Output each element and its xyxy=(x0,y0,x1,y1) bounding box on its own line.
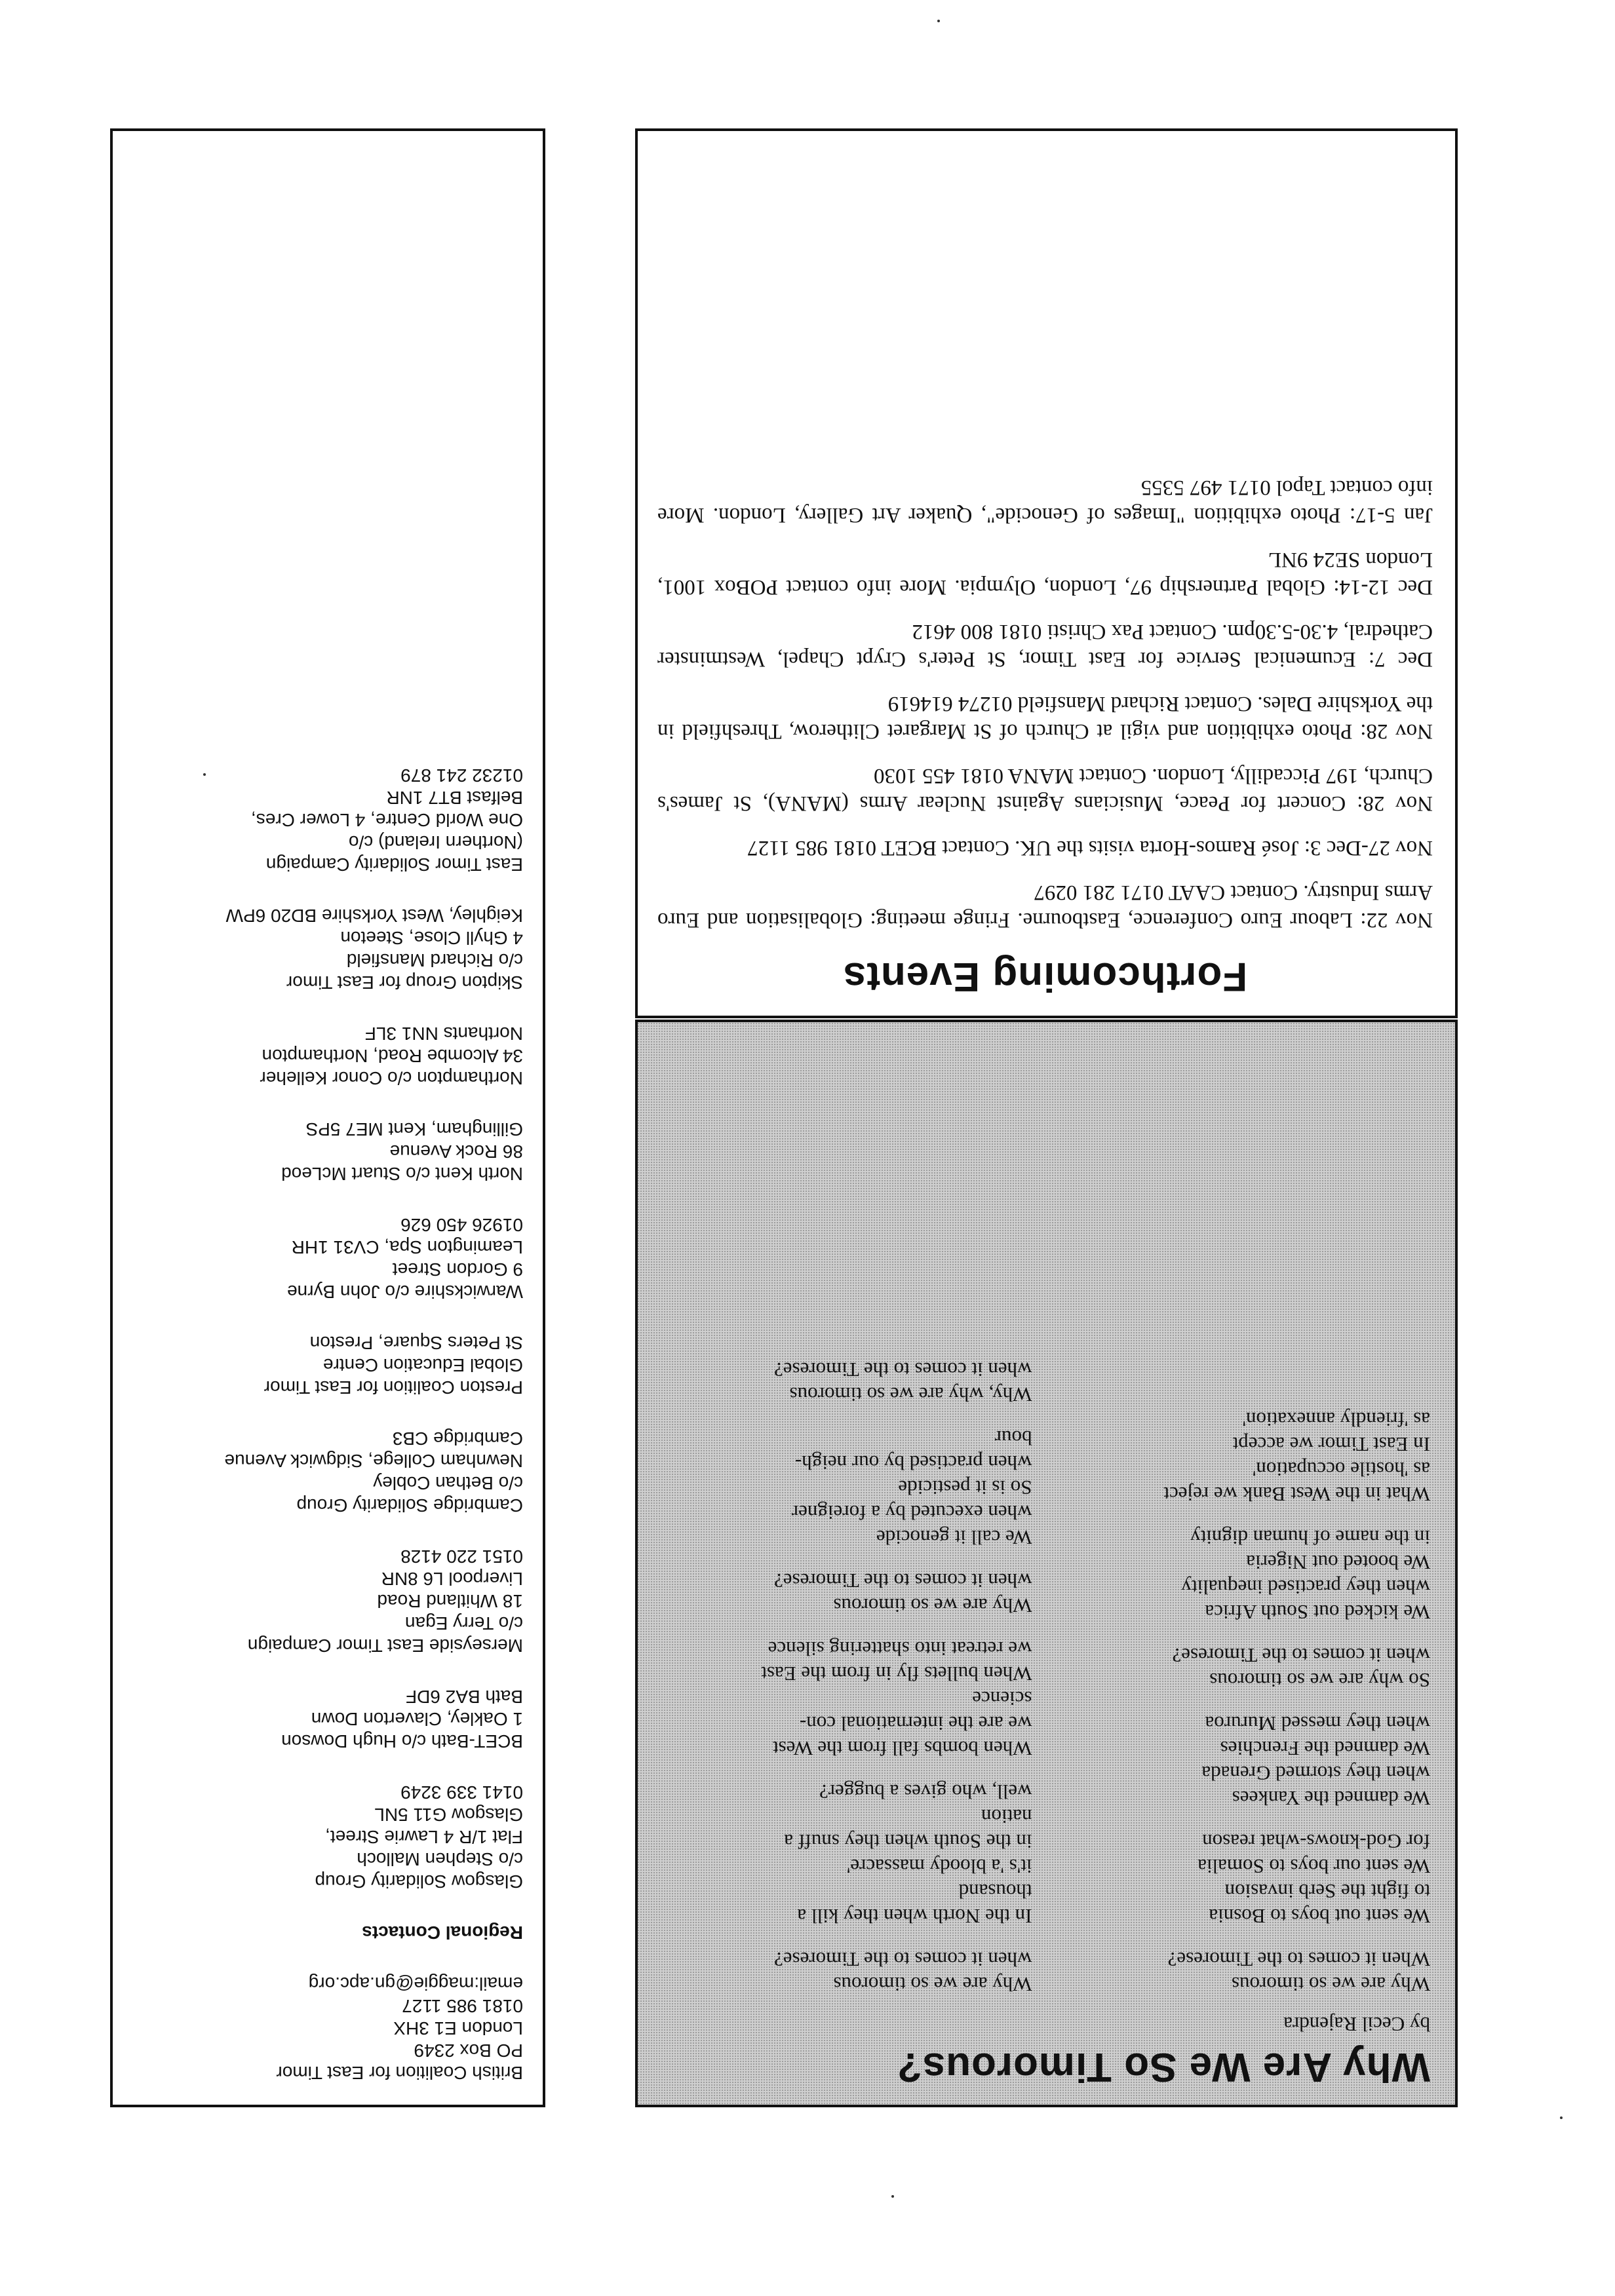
regional-contact xyxy=(121,1118,523,1185)
poem-line: We booted out Nigeria xyxy=(1246,1551,1430,1574)
poem-line: We damned the Frenchies xyxy=(1220,1737,1430,1760)
contact-line: Skipton Group for East Timor xyxy=(286,972,523,993)
poem-line: for God-knows-what reason xyxy=(1202,1830,1430,1853)
contact-line: 01926 450 626 xyxy=(400,1215,523,1235)
contact-line: Glasgow Solidarity Group xyxy=(315,1871,523,1892)
regional-contact xyxy=(121,1214,523,1303)
scan-speck xyxy=(891,2195,894,2198)
poem-line: in the South when they snuff a xyxy=(784,1830,1032,1853)
poem-stanza xyxy=(656,1425,1032,1550)
poem-line: We sent our boys to Somalia xyxy=(1197,1855,1430,1878)
poem-line: When bombs fall from the West xyxy=(772,1737,1032,1760)
contact-line: c/o Terry Egan xyxy=(404,1613,523,1634)
contact-line: Gillingham, Kent ME7 5PS xyxy=(305,1119,523,1139)
regional-contact xyxy=(121,1781,523,1892)
poem-line: when executed by a foreigner xyxy=(791,1501,1032,1524)
poem-line: nation xyxy=(981,1805,1032,1828)
contacts-box xyxy=(110,128,545,2107)
contact-line: 34 Alcombe Road, Northampton xyxy=(262,1046,523,1066)
contact-line: Bath BA2 6DF xyxy=(406,1687,523,1707)
poem-line: as 'hostile occupation' xyxy=(1252,1458,1430,1481)
contact-line: 0181 985 1127 xyxy=(402,1996,523,2016)
regional-contact xyxy=(121,1545,523,1656)
poem-line: So is it pesticide xyxy=(898,1476,1032,1499)
poem-stanza xyxy=(656,1779,1032,1928)
poem-line: We damned the Yankees xyxy=(1232,1787,1430,1810)
contact-line: BCET-Bath c/o Hugh Dowson xyxy=(281,1731,523,1751)
event-item: Jan 5-17: Photo exhibition "Images of Genocide", Quaker Art Gallery, London. More info contact Tapol 0171 497 5355 xyxy=(657,476,1433,527)
regional-contact xyxy=(121,904,523,993)
contact-line: Flat 1/R 4 Lawrie Street, xyxy=(325,1827,523,1847)
contact-line: email:maggie@gn.apc.org xyxy=(308,1974,523,1994)
poem-stanza xyxy=(1055,1947,1431,1997)
poem-stanza xyxy=(656,1636,1032,1761)
contact-line: One World Centre, 4 Lower Cres, xyxy=(251,810,523,830)
poem-stanza xyxy=(1055,1525,1431,1624)
contact-line: North Kent c/o Stuart McLeod xyxy=(281,1164,523,1184)
poem-stanza xyxy=(1055,1643,1431,1693)
event-item: Dec 12-14: Global Partnership 97, London, Olympia. More info contact POBox 1001, London SE24 9NL xyxy=(657,548,1433,599)
poem-stanza xyxy=(656,1947,1032,1997)
poem-stanza xyxy=(656,1568,1032,1618)
events-title: Forthcoming Events xyxy=(842,954,1248,999)
event-item: Nov 28: Photo exhibition and vigil at Church of St Margaret Clitherow, Threshfield in the Yorkshire Dales. Contact Richard Mansfield 01274 614619 xyxy=(657,692,1433,743)
regional-contact xyxy=(121,1331,523,1398)
poem-column-right xyxy=(656,1339,1032,1997)
poem-line: science xyxy=(972,1687,1032,1710)
event-item: Dec 7: Ecumenical Service for East Timor, St Peter's Crypt Chapel, Westminster Cathedral, 4.30-5.30pm. Contact Pax Christi 0181 800 4612 xyxy=(657,620,1433,671)
national-contact xyxy=(121,1972,523,2084)
poem-line: We sent out boys to Bosnia xyxy=(1209,1905,1430,1928)
poem-line: in the name of human dignity xyxy=(1190,1526,1430,1549)
poem-stanza xyxy=(1055,1829,1431,1928)
poem-line: when practised by our neigh- xyxy=(794,1451,1032,1474)
contact-line: Global Education Centre xyxy=(322,1355,523,1375)
poem-stanza xyxy=(1055,1711,1431,1810)
poem-line: we retreat into shattering silence xyxy=(768,1637,1032,1660)
poem-line: When bullets fly in from the East xyxy=(761,1662,1032,1685)
poem-line: What in the West Bank we reject xyxy=(1163,1483,1430,1506)
scan-speck xyxy=(203,773,206,776)
poem-line: as 'friendly annexation' xyxy=(1242,1408,1430,1431)
contact-line: c/o Bethan Cobley xyxy=(373,1473,523,1493)
scan-speck xyxy=(937,20,940,22)
contact-line: c/o Richard Mansfield xyxy=(346,950,523,970)
contact-line: (Northern Ireland) c/o xyxy=(348,832,523,852)
poem-line: Why are we so timorous xyxy=(1231,1973,1430,1996)
contact-line: British Coalition for East Timor xyxy=(276,2063,523,2083)
poem-line: well, who gives a bugger? xyxy=(819,1780,1032,1803)
poem-line: when they messed Mururoa xyxy=(1205,1712,1430,1735)
contact-line: 86 Rock Avenue xyxy=(389,1141,523,1162)
contact-line: 0151 220 4128 xyxy=(400,1546,523,1567)
contact-line: London E1 3HX xyxy=(393,2018,523,2038)
contact-line: Cambridge CB3 xyxy=(392,1428,523,1449)
contact-line: Newnham College, Sidgwick Avenue xyxy=(224,1451,523,1471)
poem-line: when it comes to the Timorese? xyxy=(1172,1644,1430,1667)
poem-line: when it comes to the Timorese? xyxy=(774,1948,1032,1971)
poem-column-left xyxy=(1055,1339,1431,1997)
poem-line: When it comes to the Timorese? xyxy=(1167,1948,1430,1971)
poem-line: when it comes to the Timorese? xyxy=(774,1569,1032,1592)
poem-box xyxy=(635,1020,1458,2107)
contact-line: East Timor Solidarity Campaign xyxy=(265,854,523,875)
events-list xyxy=(657,474,1433,934)
contact-line: 18 Whitland Road xyxy=(377,1591,523,1611)
poem-title: Why Are We So Timorous? xyxy=(896,2044,1430,2090)
poem-columns xyxy=(656,1339,1430,1997)
poem-line: In East Timor we accept xyxy=(1232,1433,1430,1456)
contact-line: Cambridge Solidarity Group xyxy=(296,1495,523,1516)
poem-line: bour xyxy=(994,1426,1032,1449)
contact-line: 9 Gordon Street xyxy=(392,1259,523,1280)
contact-line: Glasgow G11 5NL xyxy=(374,1805,523,1825)
poem-line: Why, why are we so timorous xyxy=(789,1383,1032,1406)
regional-contacts-heading: Regional Contacts xyxy=(362,1923,523,1943)
regional-contact xyxy=(121,1427,523,1516)
poem-author: by Cecil Rajendra xyxy=(1283,2013,1430,2036)
regional-contact xyxy=(121,764,523,875)
poem-line: we are the international con- xyxy=(799,1712,1032,1735)
events-box xyxy=(635,128,1458,1018)
contact-line: Northampton c/o Conor Kelleher xyxy=(260,1068,523,1088)
poem-stanza xyxy=(656,1357,1032,1407)
contact-line: 1 Oakley, Claverton Down xyxy=(311,1709,523,1729)
event-item: Nov 27-Dec 3: José Ramos-Horta visits the UK. Contact BCET 0181 985 1127 xyxy=(747,836,1433,860)
contact-line: Merseyside East Timor Campaign xyxy=(247,1636,523,1656)
poem-line: In the North when they kill a xyxy=(797,1905,1032,1928)
contact-line: 01232 241 879 xyxy=(400,765,523,786)
contact-line: PO Box 2349 xyxy=(414,2040,523,2061)
regional-contacts-list xyxy=(121,764,523,1892)
contact-line: Liverpool L6 8NR xyxy=(381,1569,523,1589)
contact-line: 0141 339 3249 xyxy=(400,1782,523,1803)
poem-line: to fight the Serb invasion xyxy=(1224,1880,1430,1903)
poem-line: when they stormed Grenada xyxy=(1201,1762,1430,1785)
event-item: Nov 28: Concert for Peace, Musicians Against Nuclear Arms (MANA), St James's Church, 197 Piccadilly, London. Contact MANA 0181 455 1030 xyxy=(657,764,1433,815)
scan-speck xyxy=(1560,2116,1563,2119)
poem-line: when they practised inequality xyxy=(1181,1576,1430,1599)
contact-line: St Peters Square, Preston xyxy=(309,1333,523,1353)
contact-line: Keighley, West Yorkshire BD20 6PW xyxy=(225,906,523,926)
contact-line: c/o Stephen Malloch xyxy=(357,1849,523,1869)
contact-line: Warwickshire c/o John Byrne xyxy=(287,1282,523,1302)
contact-line: Belfast BT7 1NR xyxy=(386,788,523,808)
poem-line: Why are we so timorous xyxy=(833,1973,1032,1996)
event-item: Nov 22: Labour Euro Conference, Eastbourne. Fringe meeting: Globalisation and Euro Arms Industry. Contact CAAT 0171 281 0297 xyxy=(657,881,1433,932)
poem-line: So why are we so timorous xyxy=(1209,1669,1430,1692)
poem-stanza xyxy=(1055,1407,1431,1506)
poem-line: Why are we so timorous xyxy=(833,1594,1032,1617)
contact-line: Leamington Spa, CV31 1HR xyxy=(291,1237,523,1257)
poem-line: when it comes to the Timorese? xyxy=(774,1358,1032,1381)
poem-line: We kicked out South Africa xyxy=(1205,1601,1430,1624)
poem-line: it's 'a bloody massacre' xyxy=(846,1855,1032,1878)
contact-line: 4 Ghyll Close, Steeton xyxy=(340,928,523,948)
contact-line: Northants NN1 3LF xyxy=(364,1024,523,1044)
poem-line: thousand xyxy=(958,1880,1032,1903)
poem-line: We call it genocide xyxy=(876,1526,1032,1549)
regional-contact xyxy=(121,1685,523,1752)
contact-line: Preston Coalition for East Timor xyxy=(263,1377,523,1398)
regional-contact xyxy=(121,1022,523,1089)
